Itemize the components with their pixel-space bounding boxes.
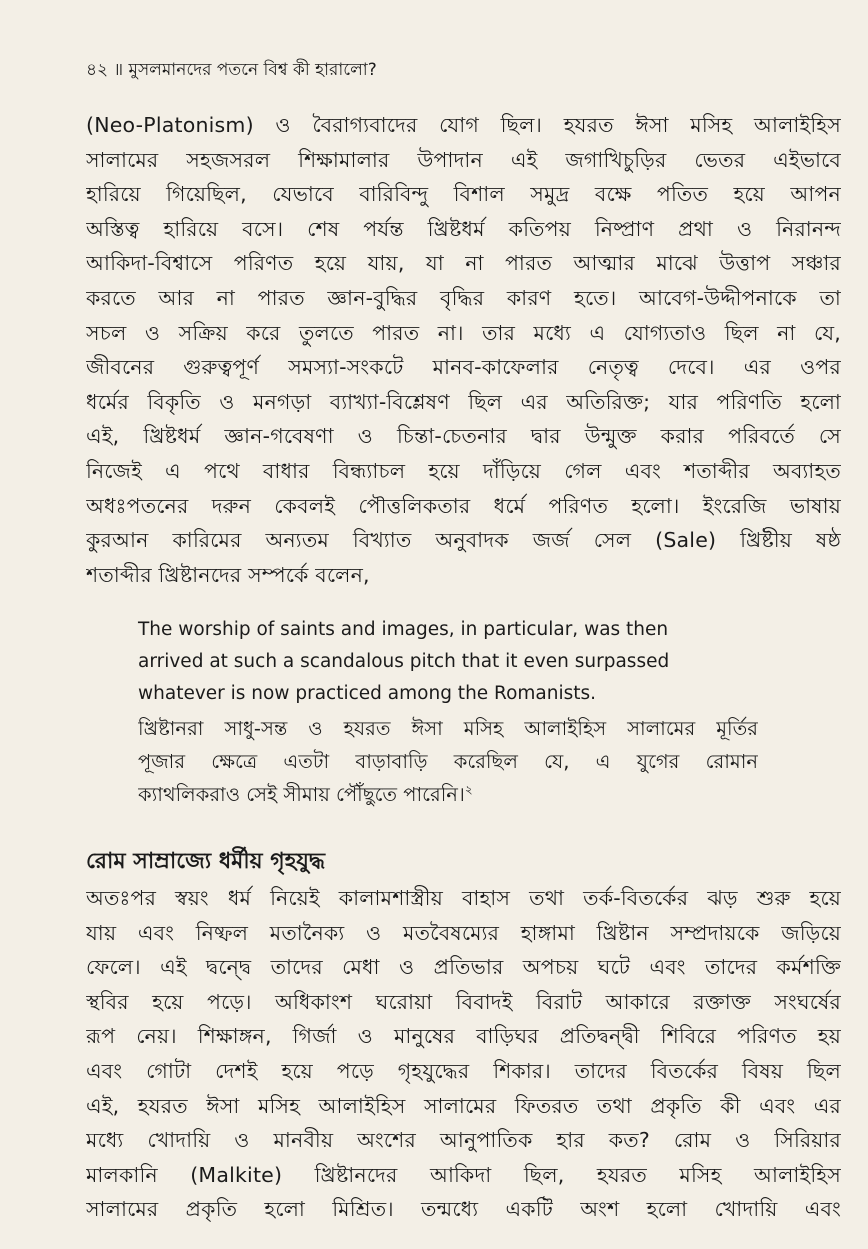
text-line: করতে আর না পারত জ্ঞান-বুদ্ধির বৃদ্ধির কারণ হতে। আবেগ-উদ্দীপনাকে তা: [86, 285, 841, 310]
text-line: মালকানি (Malkite) খ্রিষ্টানদের আকিদা ছিল, হযরত মসিহ আলাইহিস: [86, 1162, 841, 1187]
text-line: কুরআন কারিমের অন্যতম বিখ্যাত অনুবাদক জর্জ সেল (Sale) খ্রিষ্টীয় ষষ্ঠ: [86, 528, 841, 553]
text-line: অতঃপর স্বয়ং ধর্ম নিয়েই কালামশাস্ত্রীয় বাহাস তথা তর্ক-বিতর্কের ঝড় শুরু হয়ে: [86, 886, 841, 910]
paragraph-2: [86, 881, 841, 1227]
text-line: স্থবির হয়ে পড়ে। অধিকাংশ ঘরোয়া বিবাদই বিরাট আকারে রক্তাক্ত সংঘর্ষের: [86, 989, 841, 1014]
text-line: আকিদা-বিশ্বাসে পরিণত হয়ে যায়, যা না পারত আত্মার মাঝে উত্তাপ সঞ্চার: [86, 251, 841, 276]
text-line: মধ্যে খোদায়ি ও মানবীয় অংশের আনুপাতিক হার কত? রোম ও সিরিয়ার: [86, 1128, 841, 1153]
text-line: সচল ও সক্রিয় করে তুলতে পারত না। তার মধ্যে এ যোগ্যতাও ছিল না যে,: [86, 320, 841, 345]
text-line: শতাব্দীর খ্রিষ্টানদের সম্পর্কে বলেন,: [86, 562, 370, 587]
section-heading: রোম সাম্রাজ্যে ধর্মীয় গৃহযুদ্ধ: [86, 849, 326, 874]
quote-line: arrived at such a scandalous pitch that it even surpassed: [138, 651, 670, 672]
quote-line: পূজার ক্ষেত্রে এতটা বাড়াবাড়ি করেছিল যে, এ যুগের রোমান: [138, 750, 758, 773]
text-line: হারিয়ে গিয়েছিল, যেভাবে বারিবিন্দু বিশাল সমুদ্র বক্ষে পতিত হয়ে আপন: [86, 182, 841, 207]
text-line: এবং গোটা দেশই হয়ে পড়ে গৃহযুদ্ধের শিকার। তাদের বিতর্কের বিষয় ছিল: [86, 1058, 841, 1083]
quote-line: খ্রিষ্টানরা সাধু-সন্ত ও হযরত ঈসা মসিহ আলাইহিস সালামের মূর্তির: [138, 717, 758, 740]
text-line: নিজেই এ পথে বাধার বিন্ধ্যাচল হয়ে দাঁড়িয়ে গেল এবং শতাব্দীর অব্যাহত: [86, 458, 841, 483]
text-line: যায় এবং নিষ্ফল মতানৈক্য ও মতবৈষম্যের হাঙ্গামা খ্রিষ্টান সম্প্রদায়কে জড়িয়ে: [86, 920, 841, 945]
paragraph-1: [86, 108, 841, 592]
text-line: জীবনের গুরুত্বপূর্ণ সমস্যা-সংকটে মানব-কাফেলার নেতৃত্ব দেবে। এর ওপর: [86, 355, 841, 380]
text-line: সালামের প্রকৃতি হলো মিশ্রিত। তন্মধ্যে একটি অংশ হলো খোদায়ি এবং: [86, 1197, 841, 1222]
bangla-block-quote: [138, 712, 758, 811]
text-line: ফেলে। এই দ্বন্দ্বে তাদের মেধা ও প্রতিভার অপচয় ঘটে এবং তাদের কর্মশক্তি: [86, 955, 841, 980]
footnote-reference[interactable]: ২: [464, 782, 473, 797]
quote-line: [138, 778, 758, 811]
quote-line: whatever is now practiced among the Romanists.: [138, 683, 597, 704]
english-block-quote: [138, 614, 778, 710]
text-line: (Neo-Platonism) ও বৈরাগ্যবাদের যোগ ছিল। হযরত ঈসা মসিহ আলাইহিস: [86, 113, 841, 137]
text-line: এই, হযরত ঈসা মসিহ আলাইহিস সালামের ফিতরত তথা প্রকৃতি কী এবং এর: [86, 1093, 841, 1118]
quote-line: The worship of saints and images, in particular, was then: [138, 619, 669, 640]
text-line: সালামের সহজসরল শিক্ষামালার উপাদান এই জগাখিচুড়ির ভেতর এইভাবে: [86, 147, 841, 172]
running-header: ৪২ ॥ মুসলমানদের পতনে বিশ্ব কী হারালো?: [86, 60, 377, 80]
text-line: রূপ নেয়। শিক্ষাঙ্গন, গির্জা ও মানুষের বাড়িঘর প্রতিদ্বন্দ্বী শিবিরে পরিণত হয়: [86, 1024, 841, 1049]
text-line: অধঃপতনের দরুন কেবলই পৌত্তলিকতার ধর্মে পরিণত হলো। ইংরেজি ভাষায়: [86, 493, 841, 518]
text-line: এই, খ্রিষ্টধর্ম জ্ঞান-গবেষণা ও চিন্তা-চেতনার দ্বার উন্মুক্ত করার পরিবর্তে সে: [86, 424, 841, 449]
text-line: ধর্মের বিকৃতি ও মনগড়া ব্যাখ্যা-বিশ্লেষণ ছিল এর অতিরিক্ত; যার পরিণতি হলো: [86, 389, 841, 414]
text-line: অস্তিত্ব হারিয়ে বসে। শেষ পর্যন্ত খ্রিষ্টধর্ম কতিপয় নিষ্প্রাণ প্রথা ও নিরানন্দ: [86, 216, 841, 241]
quote-line-text: ক্যাথলিকরাও সেই সীমায় পৌঁছুতে পারেনি।: [138, 783, 465, 806]
